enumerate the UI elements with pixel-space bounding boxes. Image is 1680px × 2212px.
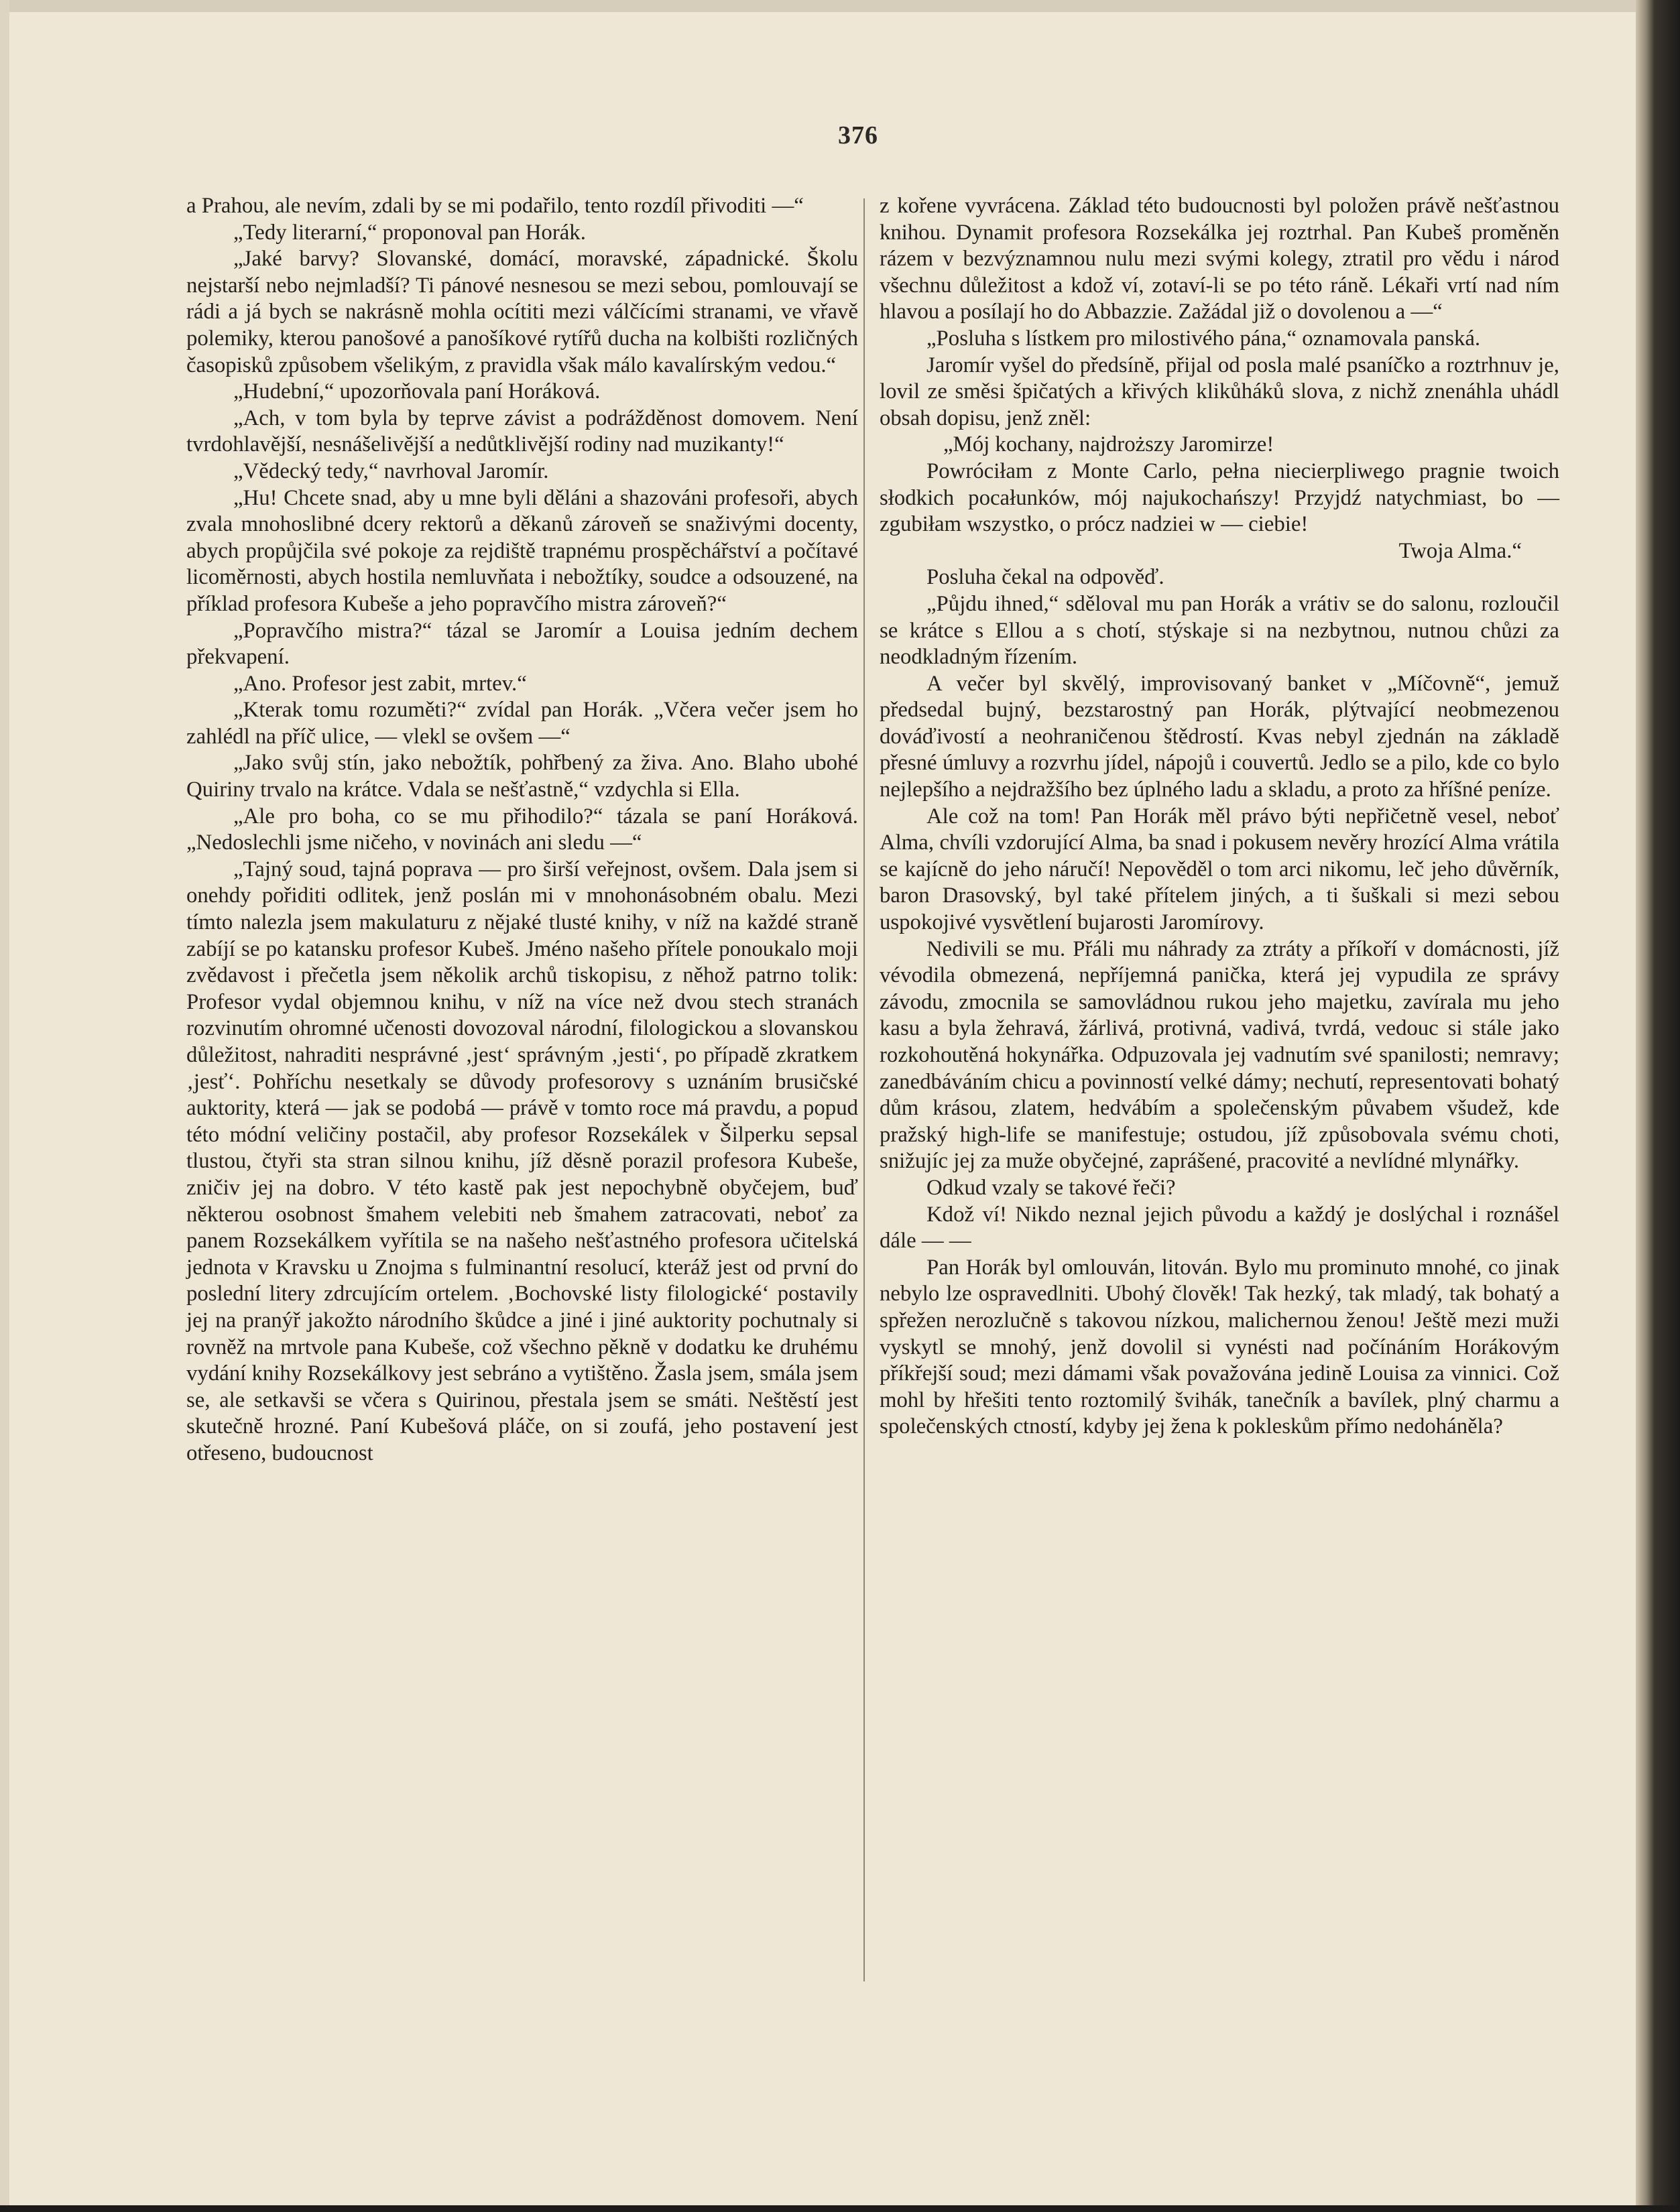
letter-signature: Twoja Alma.“	[1398, 538, 1522, 563]
page-number: 376	[838, 121, 878, 149]
letter-greeting: „Mój kochany, najdroższy Jaromirze!	[943, 432, 1274, 457]
paragraph: „Ale pro boha, co se mu přihodilo?“ tázala se paní Horáková. „Nedoslechli jsme ničeho, v novinách ani sledu —“	[186, 804, 858, 855]
page-top-shadow	[0, 0, 1652, 12]
book-spine-shadow	[1636, 0, 1680, 2212]
scan-bottom-edge	[0, 2205, 1680, 2212]
paragraph: Posluha čekal na odpověď.	[926, 565, 1164, 590]
letter-body: Powróciłam z Monte Carlo, pełna niecierpliwego pragnie twoich słodkich pocałunków, mój najukochańszy! Przyjdź natychmiast, bo — zgubiłam wszystko, o prócz nadziei w — ciebie!	[880, 458, 1559, 537]
paragraph: „Popravčího mistra?“ tázal se Jaromír a Louisa jedním dechem překvapení.	[186, 618, 858, 670]
paragraph: „Tedy literarní,“ proponoval pan Horák.	[233, 220, 586, 245]
left-column	[186, 193, 858, 1467]
paragraph: „Vědecký tedy,“ navrhoval Jaromír.	[233, 458, 549, 483]
paragraph: A večer byl skvělý, improvisovaný banket v „Míčovně“, jemuž předsedal bujný, bezstarostný pan Horák, plýtvající neobmezenou dováďivostí a neohraničenou štědrostí. Kvas nebyl zjednán na základě přesné úmluvy a rozvrhu jídel, nápojů i couvertů. Jedlo se a pilo, kde co bylo nejlepšího a nejdražšího bez úplného ladu a skladu, a proto za hříšné peníze.	[880, 671, 1559, 802]
paragraph: Odkud vzaly se takové řeči?	[926, 1175, 1176, 1200]
paragraph: „Kterak tomu rozuměti?“ zvídal pan Horák. „Včera večer jsem ho zahlédl na příč ulice, — vlekl se ovšem —“	[186, 698, 858, 749]
paragraph: Ale což na tom! Pan Horák měl právo býti nepřičetně vesel, neboť Alma, chvíli vzdorující Alma, ba snad i pokusem nevěry hrozící Alma vrátila se kajícně do jeho náručí! Nepověděl o tom arci nikomu, leč jeho důvěrník, baron Drasovský, byl také přítelem jiných, a ti šuškali si mezi sebou uspokojivé vysvětlení bujarosti Jaromírovy.	[880, 804, 1559, 935]
paragraph: z kořene vyvrácena. Základ této budoucnosti byl položen právě nešťastnou knihou. Dynamit profesora Rozsekálka jej roztrhal. Pan Kubeš proměněn rázem v bezvýznamnou nulu mezi svými kolegy, ztratil pro vědu i národ všechnu důležitost a kdož ví, zotaví-li se po této ráně. Lékaři vrtí nad ním hlavou a posílají ho do Abbazzie. Zažádal již o dovolenou a —“	[880, 194, 1559, 324]
paragraph: a Prahou, ale nevím, zdali by se mi podařilo, tento rozdíl přivoditi —“	[186, 194, 804, 218]
paragraph: „Hu! Chcete snad, aby u mne byli děláni a shazováni profesoři, abych zvala mnohoslibné dcery rektorů a děkanů zároveň se snaživými docenty, abych propůjčila své pokoje za rejdiště trapnému prospěchářství a počítavé licoměrnosti, abych hostila nemluvňata i nebožtíky, soudce a odsouzené, na příklad profesora Kubeše a jeho popravčího mistra zároveň?“	[186, 485, 858, 616]
paragraph: Kdož ví! Nikdo neznal jejich původu a každý je doslýchal i roznášel dále — —	[880, 1202, 1559, 1253]
paragraph: „Půjdu ihned,“ sděloval mu pan Horák a vrátiv se do salonu, rozloučil se krátce s Ellou a s chotí, stýskaje si na nezbytnou, nutnou chůzi za neodkladným řízením.	[880, 591, 1559, 670]
paragraph: Jaromír vyšel do předsíně, přijal od posla malé psaníčko a roztrhnuv je, lovil ze směsi špičatých a křivých klikůháků slova, z nichž znenáhla uhádl obsah dopisu, jenž zněl:	[880, 353, 1559, 430]
paragraph: „Hudební,“ upozorňovala paní Horáková.	[233, 379, 601, 404]
paragraph: „Ano. Profesor jest zabit, mrtev.“	[233, 671, 527, 696]
paragraph: „Posluha s lístkem pro milostivého pána,“ oznamovala panská.	[926, 326, 1481, 351]
paragraph: „Jaké barvy? Slovanské, domácí, moravské, západnické. Školu nejstarší nebo nejmladší? Ti pánové nesnesou se mezi sebou, pomlouvají se rádi a já bych se nakrásně mohla ocítiti mezi válčícími stranami, ve vřavě polemiky, kterou panošové a panošíkové rytířů ducha na kolbišti rozličných časopisků způsobem všelikým, z pravidla však málo kavalírským vedou.“	[186, 247, 858, 377]
page-left-shadow	[0, 0, 9, 2205]
right-column	[880, 193, 1559, 1440]
paragraph: Pan Horák byl omlouván, litován. Bylo mu prominuto mnohé, co jinak nebylo lze ospravedlniti. Ubohý člověk! Tak hezký, tak mladý, tak bohatý a spřežen nerozlučně s takovou nízkou, malichernou ženou! Ještě mezi muži vyskytl se mnohý, jenž dovolil si vynésti nad počínáním Horákovým příkřejší soud; mezi dámami však považována jedině Louisa za vinnici. Což mohl by hřešiti tento roztomilý švihák, tanečník a bavílek, plný charmu a společenských ctností, kdyby jej žena k pokleskům přímo nedoháněla?	[880, 1255, 1559, 1439]
column-divider	[863, 198, 865, 1981]
paragraph: „Tajný soud, tajná poprava — pro širší veřejnost, ovšem. Dala jsem si onehdy pořiditi odlitek, jenž poslán mi v mnohonásobném obalu. Mezi tímto nalezla jsem makulaturu z nějaké tlusté knihy, v níž na každé straně zabíjí se po katansku profesor Kubeš. Jméno našeho přítele ponoukalo moji zvědavost i přečetla jsem několik archů tiskopisu, z něhož patrno tolik: Profesor vydal objemnou knihu, v níž na více než dvou stech stranách rozvinutím ohromné učenosti dovozoval národní, filologickou a slovanskou důležitost, nahraditi nesprávné ‚jest‘ správným ‚jesti‘, po případě zkratkem ‚jesť‘. Pohříchu nesetkaly se důvody profesorovy s uznáním brusičské auktority, která — jak se podobá — právě v tomto roce má pravdu, a popud této módní veličiny postačil, aby profesor Rozsekálek v Šilperku sepsal tlustou, čtyři sta stran silnou knihu, jíž děsně porazil profesora Kubeše, zničiv jej na dobro. V této kastě pak jest nepochybně obyčejem, buď některou osobnost šmahem velebiti neb šmahem zatracovati, neboť za panem Rozsekálkem vyřítila se na našeho nešťastného profesora učitelská jednota v Kravsku u Znojma s fulminantní resolucí, kteráž jest od první do poslední litery zdrcujícím ortelem. ‚Bochovské listy filologické‘ postavily jej na pranýř jakožto národního škůdce a jiné i jiné auktority pochutnaly si rovněž na mrtvole pana Kubeše, což všechno pěkně v dodatku ke druhému vydání knihy Rozsekálkovy jest sebráno a vytištěno. Žasla jsem, smála jsem se, ale setkavši se včera s Quirinou, přestala jsem se smáti. Neštěstí jest skutečně hrozné. Paní Kubešová pláče, on si zoufá, jeho postavení jest otřeseno, budoucnost	[186, 857, 858, 1465]
paragraph: „Ach, v tom byla by teprve závist a podrážděnost domovem. Není tvrdohlavější, nesnášelivější a nedůtklivější rodiny nad muzikanty!“	[186, 406, 858, 457]
paragraph: Nedivili se mu. Přáli mu náhrady za ztráty a příkoří v domácnosti, jíž vévodila obmezená, nepříjemná panička, která jej vypudila ze správy závodu, zmocnila se samovládnou rukou jeho majetku, zavírala mu jeho kasu a byla žehravá, žárlivá, protivná, vadivá, tvrdá, vedouc si stále jako rozkohoutěná hokynářka. Odpuzovala jej vadnutím své spanilosti; nemravy; zanedbáváním chicu a povinností velké dámy; nechutí, representovati bohatý dům krásou, zlatem, hedvábím a společenským půvabem všudež, kde pražský high-life se manifestuje; ostudou, jíž způsobovala svému choti, snižujíc jej za muže obyčejné, zaprášené, pracovité a nevlídné mlynářky.	[880, 936, 1559, 1174]
paragraph: „Jako svůj stín, jako nebožtík, pohřbený za živa. Ano. Blaho ubohé Quiriny trvalo na krátce. Vdala se nešťastně,“ vzdychla si Ella.	[186, 751, 858, 802]
